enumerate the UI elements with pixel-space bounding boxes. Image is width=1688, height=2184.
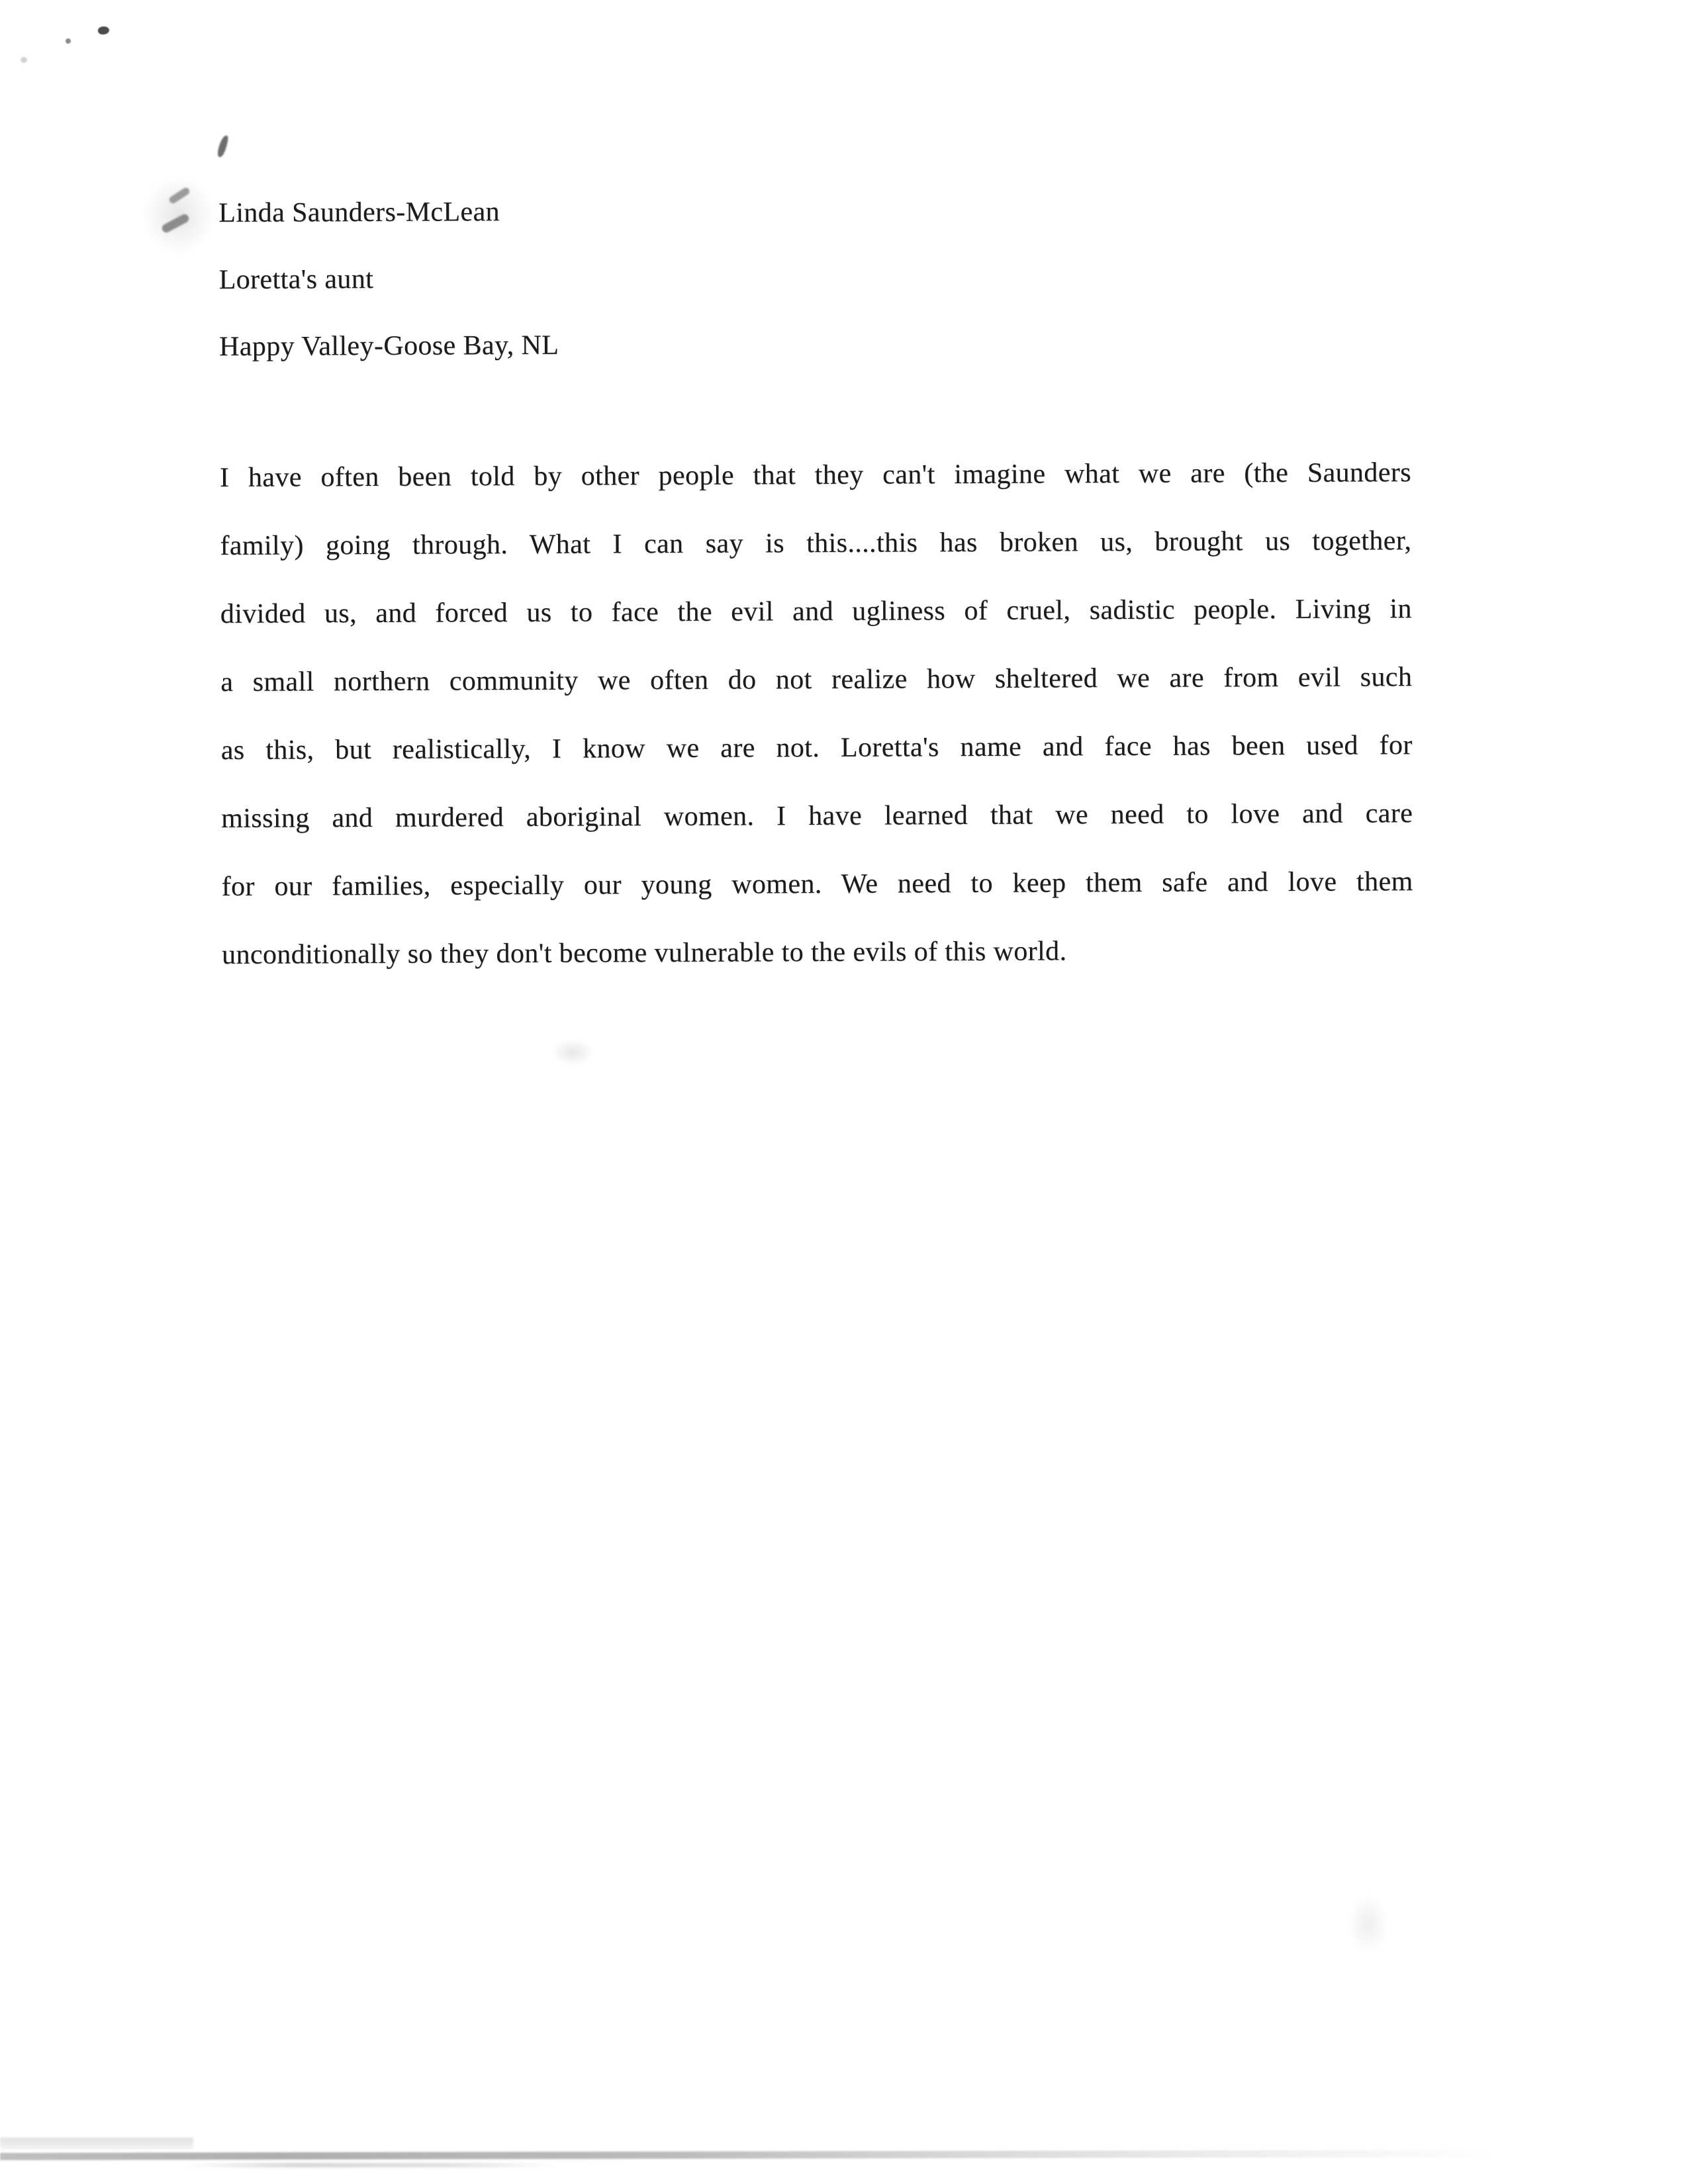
pen-tick-mark-icon <box>216 134 229 158</box>
body-line: unconditionally so they don't become vulnerable to the evils of this world. <box>222 936 1067 970</box>
body-line: I have often been told by other people that they can't imagine what we are (the Saunders <box>219 457 1412 493</box>
scanner-edge-artifact <box>0 2138 193 2150</box>
letter-header <box>218 175 1411 381</box>
scan-speck-icon <box>97 26 110 35</box>
scanner-edge-artifact <box>185 2163 556 2167</box>
author-relation: Loretta's aunt <box>218 263 374 295</box>
scan-speck-icon <box>21 57 27 63</box>
body-line: missing and murdered aboriginal women. I have learned that we need to love and care <box>221 798 1413 834</box>
scanner-edge-artifact <box>0 2150 1496 2160</box>
scan-smudge-icon <box>551 1039 594 1066</box>
author-name: Linda Saunders-McLean <box>218 197 500 228</box>
body-line: divided us, and forced us to face the evil and ugliness of cruel, sadistic people. Living in <box>220 594 1412 629</box>
pencil-smudge-icon <box>161 212 191 234</box>
body-line: for our families, especially our young women. We need to keep them safe and love them <box>221 866 1413 902</box>
body-line: family) going through. What I can say is this....this has broken us, brought us together, <box>220 525 1412 561</box>
pencil-smudge-icon <box>168 187 191 205</box>
body-line: a small northern community we often do not realize how sheltered we are from evil such <box>220 662 1413 698</box>
letter-content <box>218 175 1413 989</box>
scan-smudge-icon <box>1348 1894 1389 1954</box>
letter-body <box>220 439 1414 989</box>
pencil-smudge-icon <box>142 175 215 255</box>
author-location: Happy Valley-Goose Bay, NL <box>218 330 559 362</box>
body-line: as this, but realistically, I know we are not. Loretta's name and face has been used for <box>220 730 1413 766</box>
scan-speck-icon <box>66 38 71 44</box>
